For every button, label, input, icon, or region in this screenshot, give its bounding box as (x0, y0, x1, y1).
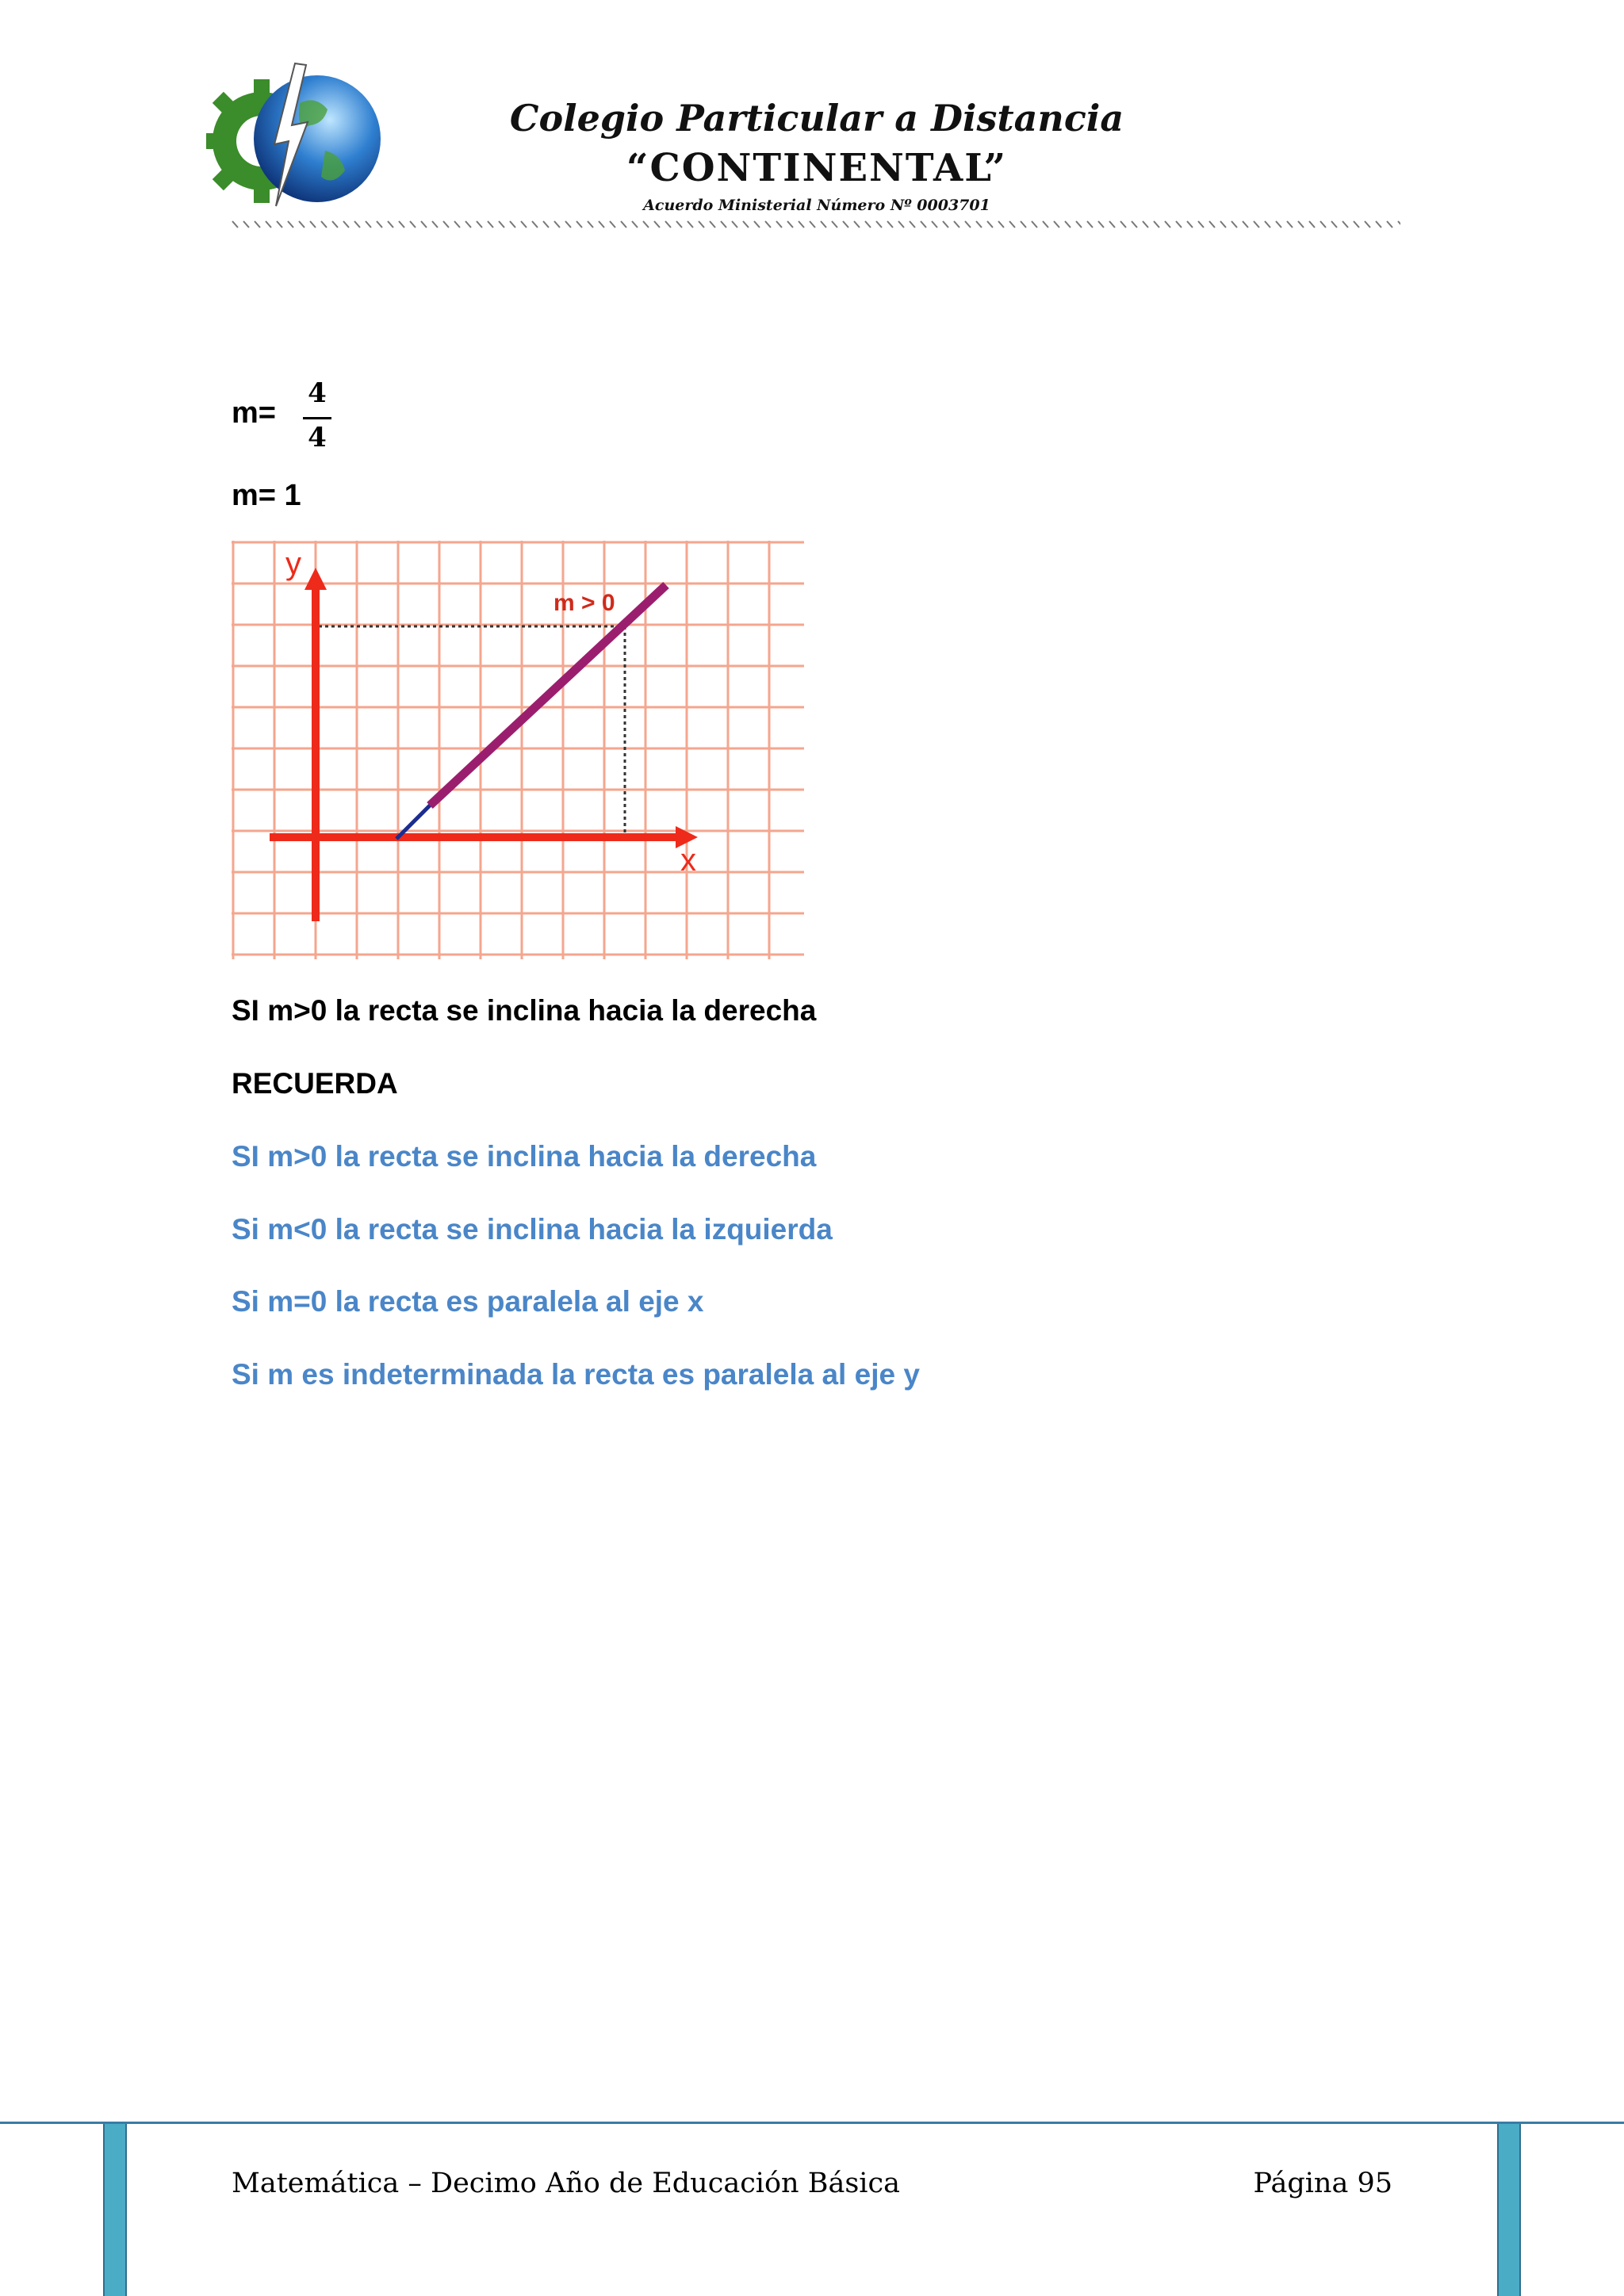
footer-right-bar (1497, 2124, 1521, 2296)
footer-divider (0, 2122, 1624, 2124)
fraction-denominator: 4 (308, 422, 327, 453)
school-logo-gear-globe-icon (206, 55, 389, 222)
footer-subject: Matemática – Decimo Año de Educación Básica (232, 2168, 900, 2199)
school-brand: “CONTINENTAL” (626, 146, 1008, 190)
agreement-number: Acuerdo Ministerial Número Nº 0003701 (643, 197, 990, 214)
rule-negative-slope: Si m<0 la recta se inclina hacia la izquierda (232, 1213, 833, 1246)
slope-sign-label: m > 0 (553, 590, 615, 616)
slope-formula (232, 396, 276, 430)
fraction-bar (303, 417, 331, 419)
x-axis-label: x (680, 843, 696, 878)
rule-undefined-slope: Si m es indeterminada la recta es paralela al eje y (232, 1358, 920, 1391)
slope-result: m= 1 (232, 479, 301, 512)
y-axis-label: y (285, 546, 301, 581)
school-name: Colegio Particular a Distancia (509, 97, 1124, 140)
page-number: Página 95 (1253, 2168, 1392, 2199)
slope-graph (232, 541, 804, 959)
header (0, 0, 1624, 238)
slope-label: m= (232, 396, 276, 430)
header-divider (232, 219, 1400, 230)
rule-positive-slope: SI m>0 la recta se inclina hacia la derecha (232, 1140, 817, 1173)
slope-statement: SI m>0 la recta se inclina hacia la derecha (232, 994, 817, 1027)
fraction-numerator: 4 (308, 377, 327, 409)
footer-left-bar (103, 2124, 127, 2296)
section-heading: RECUERDA (232, 1067, 398, 1100)
rule-zero-slope: Si m=0 la recta es paralela al eje x (232, 1285, 704, 1318)
